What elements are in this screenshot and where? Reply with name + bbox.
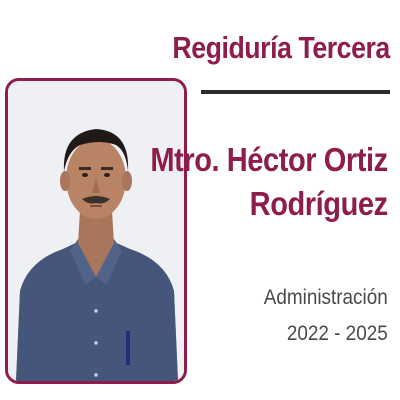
administration-period: 2022 - 2025 — [287, 322, 388, 345]
administration-block — [250, 280, 388, 352]
administration-label: Administración — [264, 286, 388, 309]
title-divider — [201, 90, 390, 94]
portrait-photo — [8, 81, 184, 381]
person-name-line2: Rodríguez — [249, 185, 388, 222]
person-name-line1: Mtro. Héctor Ortiz — [150, 141, 388, 178]
person-name — [118, 138, 388, 226]
portrait-photo-frame — [5, 78, 187, 384]
page-title: Regiduría Tercera — [172, 30, 390, 65]
